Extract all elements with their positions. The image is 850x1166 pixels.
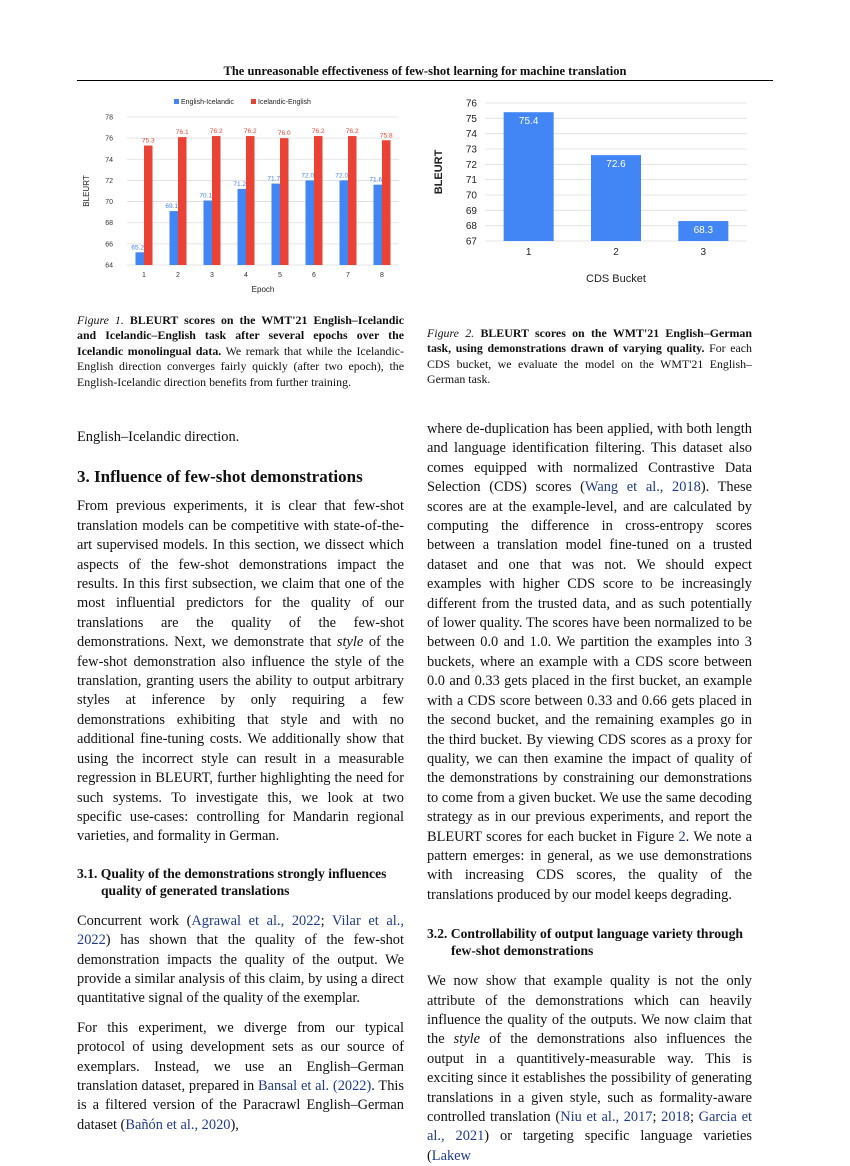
y-tick-label: 76 xyxy=(105,135,113,143)
bar xyxy=(170,211,179,265)
y-tick-label: 75 xyxy=(465,113,477,125)
legend-label: English-Icelandic xyxy=(181,99,234,106)
text-run: ). These scores are at the example-level, and are calculated by computing the difference in cross-entropy scores between a translation model fine-tuned on a trusted dataset and one that was not. We should expect examples with higher CDS score to be increasingly different from the trusted data, and as such potentially of lower quality. The scores have been normalized to be between 0.0 and 1.0. We partition the examples into 3 buckets, where an example with a CDS score between 0.0 and 0.33 gets placed in the first bucket, an example with a CDS score between 0.33 and 0.66 gets placed in the second bucket, and the remaining examples go in the third bucket. By viewing CDS scores as a proxy for quality, we can then examine the impact of quality of the demonstrations by constraining our demonstrations to come from a given bucket. We use the same decoding strategy as in our previous experiments, and report the BLEURT scores for each bucket in Figure xyxy=(427,479,752,845)
figure2-caption-label: Figure 2. xyxy=(427,326,475,340)
text-run: of the demonstrations also influences the output in a quantitively-measurable way. This is exciting since it establishes the possibility of generating translations in a given style, such as formality-aware controlled translation ( xyxy=(427,1031,752,1125)
text-run: . We note a pattern emerges: in general, as we use demonstrations with increasing CDS scores, the quality of the translations produced by our model keeps degrading. xyxy=(427,828,752,903)
y-tick-label: 70 xyxy=(105,199,113,207)
y-tick-label: 74 xyxy=(465,129,477,141)
text-run: ; xyxy=(652,1109,662,1125)
x-tick-label: 6 xyxy=(312,272,316,279)
bar xyxy=(204,201,213,265)
text-run: . This is a filtered version of the Paracrawl English–German dataset ( xyxy=(77,1077,404,1133)
data-label: 75.8 xyxy=(379,132,393,140)
data-label: 71.2 xyxy=(233,180,247,188)
citation-link[interactable]: Garcia et al., 2021 xyxy=(427,1109,752,1145)
bar xyxy=(314,136,323,265)
y-axis-label: BLEURT xyxy=(82,175,91,207)
x-tick-label: 3 xyxy=(700,247,707,258)
bar xyxy=(348,136,357,265)
left-column xyxy=(77,428,404,1135)
data-label: 70.1 xyxy=(199,192,213,200)
text-run: We now show that example quality is not the only attribute of the demonstrations which can heavily influence the quality of the outputs. We now claim that the xyxy=(427,973,752,1048)
section-heading: 3. Influence of few-shot demonstrations xyxy=(77,467,363,487)
data-label: 72.0 xyxy=(335,172,349,180)
text-run: where de-duplication has been applied, with both length and language identification filtering. This dataset also comes equipped with normalized Contrastive Data Selection (CDS) scores ( xyxy=(427,421,752,496)
data-label: 75.3 xyxy=(141,137,155,145)
x-tick-label: 4 xyxy=(244,272,248,279)
bar xyxy=(374,185,383,265)
citation-link[interactable]: Bansal et al. (2022) xyxy=(258,1077,372,1094)
bar xyxy=(144,146,153,265)
data-label: 76.0 xyxy=(277,130,291,138)
y-axis-label: BLEURT xyxy=(433,149,445,195)
bar xyxy=(340,180,349,265)
figure1-chart xyxy=(77,88,407,303)
data-label: 76.2 xyxy=(345,128,359,136)
legend-swatch xyxy=(174,99,179,104)
y-tick-label: 66 xyxy=(105,241,113,249)
citation-link[interactable]: Wang et al., 2018 xyxy=(584,479,701,496)
paragraph xyxy=(77,497,404,846)
paragraph-continuation: English–Icelandic direction. xyxy=(77,429,240,445)
figure-reference-link[interactable]: 2 xyxy=(678,828,686,845)
right-column xyxy=(427,420,752,1166)
x-tick-label: 2 xyxy=(613,247,619,258)
data-label: 72.6 xyxy=(606,159,626,171)
bar xyxy=(178,137,187,265)
data-label: 69.1 xyxy=(165,203,179,211)
emphasis: style xyxy=(336,634,364,651)
x-tick-label: 7 xyxy=(346,272,350,279)
y-tick-label: 69 xyxy=(465,205,477,217)
y-tick-label: 72 xyxy=(105,177,113,185)
header-rule xyxy=(77,80,773,81)
paragraph xyxy=(77,1019,404,1135)
figure2-chart xyxy=(427,88,752,288)
y-tick-label: 71 xyxy=(465,175,477,187)
text-run: ; xyxy=(320,912,333,929)
citation-link[interactable]: Niu et al., 2017 xyxy=(560,1109,653,1125)
text-run: Concurrent work ( xyxy=(77,912,192,929)
legend-label: Icelandic-English xyxy=(258,99,311,106)
y-tick-label: 76 xyxy=(465,98,477,110)
data-label: 71.7 xyxy=(267,175,281,183)
y-tick-label: 72 xyxy=(465,159,477,171)
y-tick-label: 73 xyxy=(465,144,477,156)
bar xyxy=(238,189,247,265)
y-tick-label: 74 xyxy=(105,156,113,164)
figure2-caption-text: For each CDS bucket, we evaluate the model on the WMT'21 English–German task. xyxy=(427,341,752,387)
paragraph xyxy=(77,912,404,1009)
y-tick-label: 64 xyxy=(105,262,113,270)
legend-swatch xyxy=(251,99,256,104)
bar xyxy=(212,136,221,265)
bar xyxy=(382,140,391,265)
y-tick-label: 70 xyxy=(465,190,477,202)
data-label: 76.2 xyxy=(243,128,257,136)
x-tick-label: 8 xyxy=(380,272,384,279)
y-tick-label: 68 xyxy=(465,221,477,233)
data-label: 75.4 xyxy=(518,116,539,128)
bar xyxy=(246,136,255,265)
data-label: 72.0 xyxy=(301,172,315,180)
text-run: ), xyxy=(230,1116,239,1133)
emphasis: style xyxy=(453,1031,481,1048)
citation-link[interactable]: Bañón et al., 2020 xyxy=(125,1116,231,1133)
x-tick-label: 3 xyxy=(210,272,214,279)
subsection-heading: 3.1. Quality of the demonstrations strongly influences quality of generated translations xyxy=(77,865,387,898)
x-tick-label: 5 xyxy=(278,272,282,279)
citation-link[interactable]: 2018 xyxy=(661,1109,690,1125)
x-tick-label: 2 xyxy=(176,272,180,279)
figure2-caption xyxy=(427,326,752,388)
text-run: ) has shown that the quality of the few-shot demonstration impacts the quality of the output. We provide a similar analysis of this claim, by using a direct quantitative signal of the quality of the exemplar. xyxy=(77,932,404,1007)
x-tick-label: 1 xyxy=(525,247,532,258)
figure2-caption-bold: BLEURT scores on the WMT'21 English–German task, using demonstrations drawn of varying quality. xyxy=(427,326,752,356)
bar xyxy=(504,112,554,241)
figure1-caption xyxy=(77,313,404,390)
citation-link[interactable]: Lakew xyxy=(431,1147,471,1164)
y-tick-label: 78 xyxy=(105,114,113,122)
x-axis-label: Epoch xyxy=(251,285,275,294)
bar xyxy=(136,252,145,265)
x-axis-label: CDS Bucket xyxy=(586,273,646,285)
bar xyxy=(272,184,281,265)
data-label: 76.1 xyxy=(175,129,189,137)
data-label: 71.6 xyxy=(369,176,383,184)
data-label: 68.3 xyxy=(693,225,714,237)
data-label: 76.2 xyxy=(311,128,325,136)
y-tick-label: 68 xyxy=(105,220,113,228)
data-label: 76.2 xyxy=(209,128,223,136)
x-tick-label: 1 xyxy=(142,272,146,279)
text-run: of the few-shot demonstration also influence the style of the translation, granting users the ability to output arbitrary styles at inference by only requiring a few demonstrations exhibiting that style and with no additional fine-tuning costs. We additionally show that using the incorrect style can result in a measurable regression in BLEURT, further highlighting the need for such systems. To investigate this, we look at two specific use-cases: controlling for Mandarin regional varieties, and formality in German. xyxy=(77,634,405,845)
paragraph xyxy=(427,420,752,905)
figure1-caption-bold: BLEURT scores on the WMT'21 English–Icelandic and Icelandic–English task after several epochs over the Icelandic monolingual data. xyxy=(77,313,404,358)
paragraph xyxy=(427,972,752,1166)
citation-link[interactable]: Vilar et al., 2022 xyxy=(77,912,404,949)
figure1-caption-text: We remark that while the Icelandic-English direction converges fairly quickly (after two epoch), the English-Icelandic direction benefits from further training. xyxy=(77,343,404,389)
text-run: ) or targeting specific language varieties ( xyxy=(427,1128,752,1164)
bar xyxy=(280,138,289,265)
subsection-heading: 3.2. Controllability of output language variety through few-shot demonstrations xyxy=(427,926,743,959)
text-run: ; xyxy=(689,1109,699,1125)
data-label: 65.2 xyxy=(131,244,145,252)
text-run: From previous experiments, it is clear that few-shot translation models can be competitive with state-of-the-art supervised models. In this section, we dissect which aspects of the few-shot demonstrations impact the results. In this first subsection, we claim that one of the most influential predictors for the quality of our translations are the quality of the few-shot demonstrations. Next, we demonstrate that xyxy=(77,498,404,651)
citation-link[interactable]: Agrawal et al., 2022 xyxy=(191,912,321,929)
bar xyxy=(306,180,315,265)
figure1-caption-label: Figure 1. xyxy=(77,313,124,327)
running-title: The unreasonable effectiveness of few-shot learning for machine translation xyxy=(223,64,627,78)
y-tick-label: 67 xyxy=(465,236,477,248)
text-run: For this experiment, we diverge from our typical protocol of using development sets as our source of exemplars. Instead, we use an English–German translation dataset, prepared in xyxy=(77,1019,404,1094)
